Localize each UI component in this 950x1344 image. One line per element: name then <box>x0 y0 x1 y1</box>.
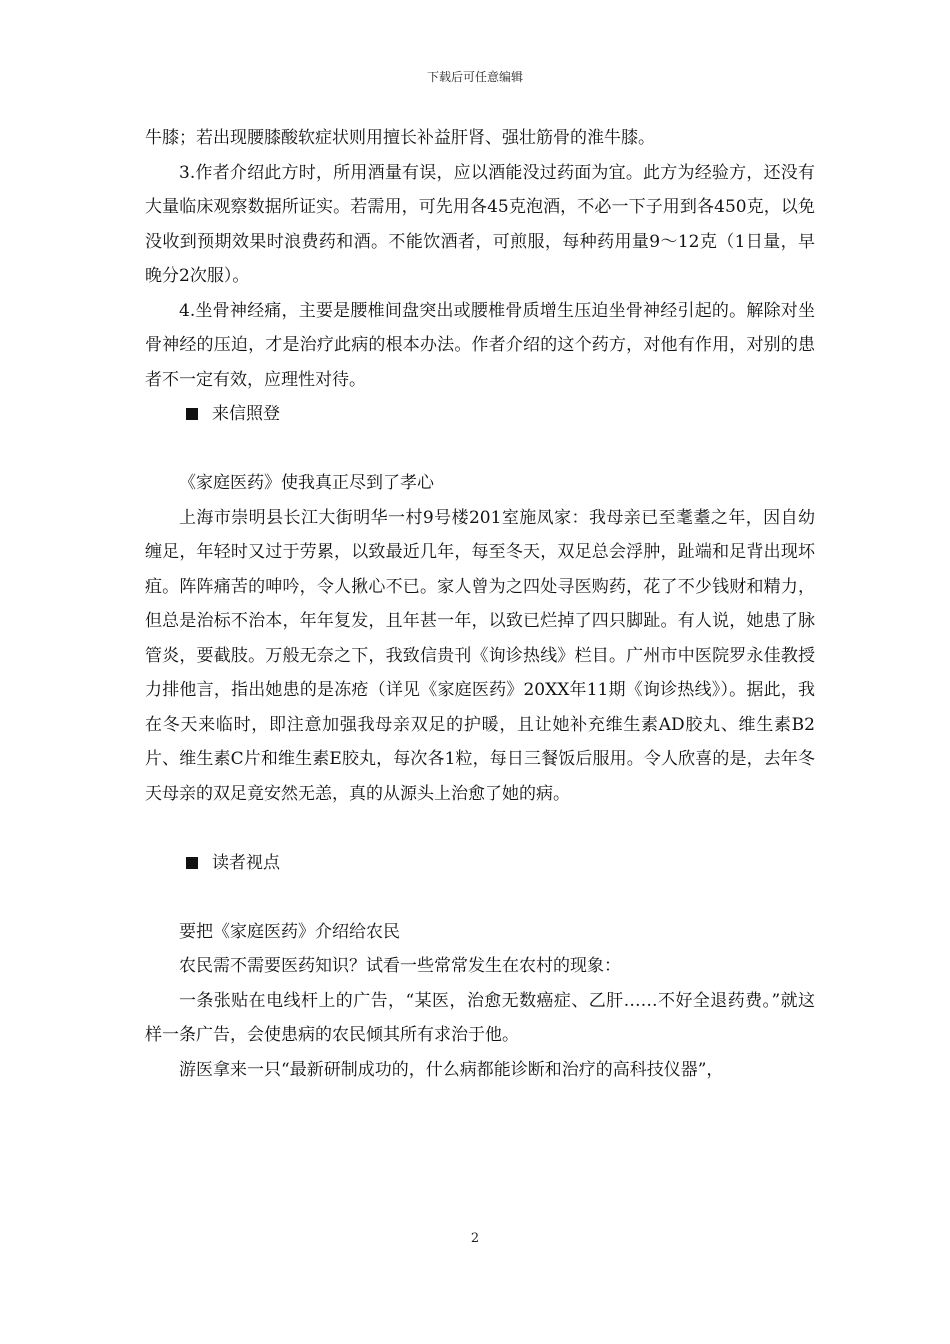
paragraph: 3.作者介绍此方时，所用酒量有误，应以酒能没过药面为宜。此方为经验方，还没有大量临床观察数据所证实。若需用，可先用各45克泡酒，不必一下子用到各450克，以免没收到预期效果时浪费药和酒。不能饮酒者，可煎服，每种药用量9～12克（1日量，早晚分2次服）。 <box>145 162 815 286</box>
article-title: 《家庭医药》使我真正尽到了孝心 <box>179 473 434 493</box>
section-heading-text: 读者视点 <box>212 852 280 873</box>
paragraph: 上海市崇明县长江大街明华一村9号楼201室施凤家：我母亲已至耄耋之年，因自幼缠足，年轻时又过于劳累，以致最近几年，每至冬天，双足总会浮肿，趾端和足背出现坏疽。阵阵痛苦的呻吟，令人揪心不已。家人曾为之四处寻医购药，花了不少钱财和精力，但总是治标不治本，年年复发，且年甚一年，以致已烂掉了四只脚趾。有人说，她患了脉管炎，要截肢。万般无奈之下，我致信贵刊《询诊热线》栏目。广州市中医院罗永佳教授力排他言，指出她患的是冻疮（详见《家庭医药》20XX年11期《询诊热线》）。据此，我在冬天来临时，即注意加强我母亲双足的护暖，且让她补充维生素AD胶丸、维生素B2片、维生素C片和维生素E胶丸，每次各1粒，每日三餐饭后服用。令人欣喜的是，去年冬天母亲的双足竟安然无恙，真的从源头上治愈了她的病。 <box>145 507 815 804</box>
square-bullet-icon <box>186 857 198 869</box>
spacer <box>145 432 815 467</box>
article-title: 要把《家庭医药》介绍给农民 <box>179 921 400 942</box>
section-heading-text: 来信照登 <box>212 404 280 424</box>
page-number: 2 <box>470 1231 480 1246</box>
paragraph: 牛膝；若出现腰膝酸软症状则用擅长补益肝肾、强壮筋骨的淮牛膝。 <box>145 128 655 148</box>
paragraph: 一条张贴在电线杆上的广告，“某医，治愈无数癌症、乙肝……不好全退药费。”就这样一条广告，会使患病的农民倾其所有求治于他。 <box>145 990 815 1045</box>
square-bullet-icon <box>186 408 198 420</box>
section-heading <box>186 397 815 432</box>
spacer <box>145 880 815 915</box>
page-header: 下载后可任意编辑 <box>426 70 523 84</box>
paragraph: 4.坐骨神经痛，主要是腰椎间盘突出或腰椎骨质增生压迫坐骨神经引起的。解除对坐骨神经的压迫，才是治疗此病的根本办法。作者介绍的这个药方，对他有作用，对别的患者不一定有效，应理性对待。 <box>145 300 815 390</box>
spacer <box>145 811 815 846</box>
document-body <box>145 121 815 1087</box>
paragraph: 游医拿来一只“最新研制成功的，什么病都能诊断和治疗的高科技仪器”， <box>179 1059 724 1080</box>
paragraph: 农民需不需要医药知识？试看一些常常发生在农村的现象： <box>179 956 621 976</box>
section-heading <box>186 846 815 881</box>
